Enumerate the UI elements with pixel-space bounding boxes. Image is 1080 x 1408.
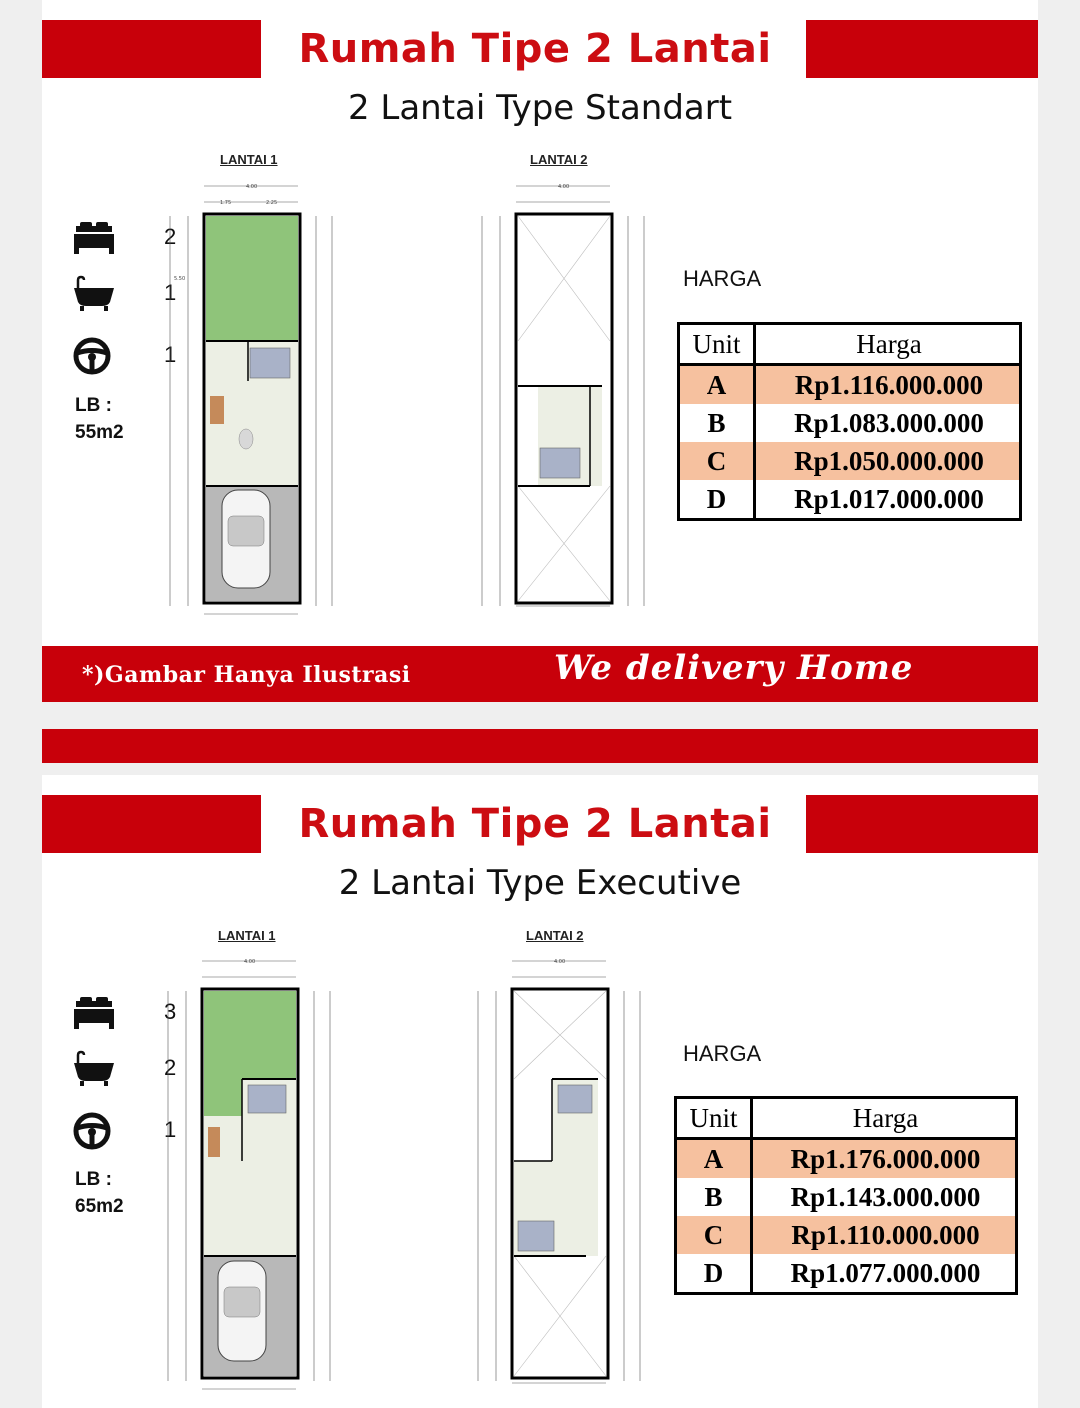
- floor-plan-1: [152, 951, 352, 1401]
- svg-text:2.25: 2.25: [266, 200, 278, 206]
- price-cell: Rp1.017.000.000: [794, 484, 984, 514]
- plan-label-floor-1: LANTAI 1: [220, 152, 278, 167]
- plan-label-floor-2: LANTAI 2: [526, 928, 584, 943]
- price-cell: Rp1.083.000.000: [794, 408, 984, 438]
- unit-cell: C: [677, 1216, 753, 1254]
- floor-plan-1: [154, 176, 354, 626]
- svg-text:4.00: 4.00: [246, 184, 258, 190]
- steering-wheel-icon: [72, 1111, 116, 1151]
- bathroom-count: 1: [164, 280, 177, 305]
- svg-text:4.00: 4.00: [244, 959, 256, 965]
- svg-text:5.50: 5.50: [174, 276, 186, 282]
- page-subtitle: 2 Lantai Type Standart: [347, 88, 733, 128]
- table-row: [680, 442, 1019, 480]
- divider-strip: [42, 729, 1038, 763]
- steering-wheel-icon: [72, 336, 116, 376]
- price-cell: Rp1.077.000.000: [790, 1258, 981, 1288]
- price-cell: Rp1.050.000.000: [794, 446, 984, 476]
- header-bar-left: [42, 20, 261, 78]
- header-bar-left: [42, 795, 261, 853]
- svg-text:4.00: 4.00: [554, 959, 566, 965]
- parking-count: 1: [164, 1117, 177, 1142]
- building-area-value: 55m2: [75, 422, 124, 443]
- unit-cell: A: [677, 1140, 753, 1178]
- unit-cell: D: [677, 1254, 753, 1292]
- page-title: Rumah Tipe 2 Lantai: [298, 26, 772, 72]
- price-label: HARGA: [683, 266, 762, 291]
- svg-text:1.75: 1.75: [220, 200, 232, 206]
- bathtub-icon: [72, 1049, 116, 1089]
- building-area-label: LB :: [75, 1169, 112, 1190]
- unit-cell: B: [677, 1178, 753, 1216]
- column-header-unit: Unit: [680, 325, 756, 363]
- footer-note: *)Gambar Hanya Ilustrasi: [82, 662, 411, 688]
- table-row: [680, 480, 1019, 518]
- header-bar-right: [806, 795, 1038, 853]
- table-row: [677, 1140, 1015, 1178]
- floor-plan-2: [466, 176, 666, 626]
- building-area-label: LB :: [75, 395, 112, 416]
- table-row: [680, 366, 1019, 404]
- table-row: [680, 404, 1019, 442]
- plan-label-floor-2: LANTAI 2: [530, 152, 588, 167]
- parking-count: 1: [164, 342, 177, 367]
- price-cell: Rp1.176.000.000: [790, 1144, 981, 1174]
- building-area-value: 65m2: [75, 1196, 124, 1217]
- table-row: [677, 1178, 1015, 1216]
- table-row: [677, 1254, 1015, 1292]
- page-subtitle: 2 Lantai Type Executive: [338, 863, 742, 903]
- price-table: [674, 1096, 1018, 1295]
- unit-cell: C: [680, 442, 756, 480]
- price-table-header: [680, 325, 1019, 366]
- listing-card-standart: [42, 0, 1038, 702]
- header-bar-right: [806, 20, 1038, 78]
- footer-slogan: We delivery Home: [554, 648, 914, 688]
- listing-card-executive: [42, 775, 1038, 1408]
- table-row: [677, 1216, 1015, 1254]
- floor-plan-2: [462, 951, 662, 1401]
- building-area: [75, 1166, 124, 1220]
- bedroom-count: 2: [164, 224, 177, 249]
- price-cell: Rp1.143.000.000: [790, 1182, 981, 1212]
- bed-icon: [72, 993, 116, 1033]
- bedroom-count: 3: [164, 999, 177, 1024]
- unit-cell: B: [680, 404, 756, 442]
- bathtub-icon: [72, 274, 116, 314]
- price-table-header: [677, 1099, 1015, 1140]
- bed-icon: [72, 218, 116, 258]
- footer-bar: [42, 646, 1038, 702]
- column-header-unit: Unit: [677, 1099, 753, 1137]
- price-table: [677, 322, 1022, 521]
- building-area: [75, 392, 124, 446]
- price-cell: Rp1.116.000.000: [794, 370, 984, 400]
- price-label: HARGA: [683, 1041, 762, 1066]
- column-header-harga: Harga: [856, 329, 922, 359]
- unit-cell: D: [680, 480, 756, 518]
- price-cell: Rp1.110.000.000: [791, 1220, 980, 1250]
- svg-text:4.00: 4.00: [558, 184, 570, 190]
- column-header-harga: Harga: [852, 1103, 919, 1133]
- page-title: Rumah Tipe 2 Lantai: [298, 801, 772, 847]
- unit-cell: A: [680, 366, 756, 404]
- plan-label-floor-1: LANTAI 1: [218, 928, 276, 943]
- bathroom-count: 2: [164, 1055, 177, 1080]
